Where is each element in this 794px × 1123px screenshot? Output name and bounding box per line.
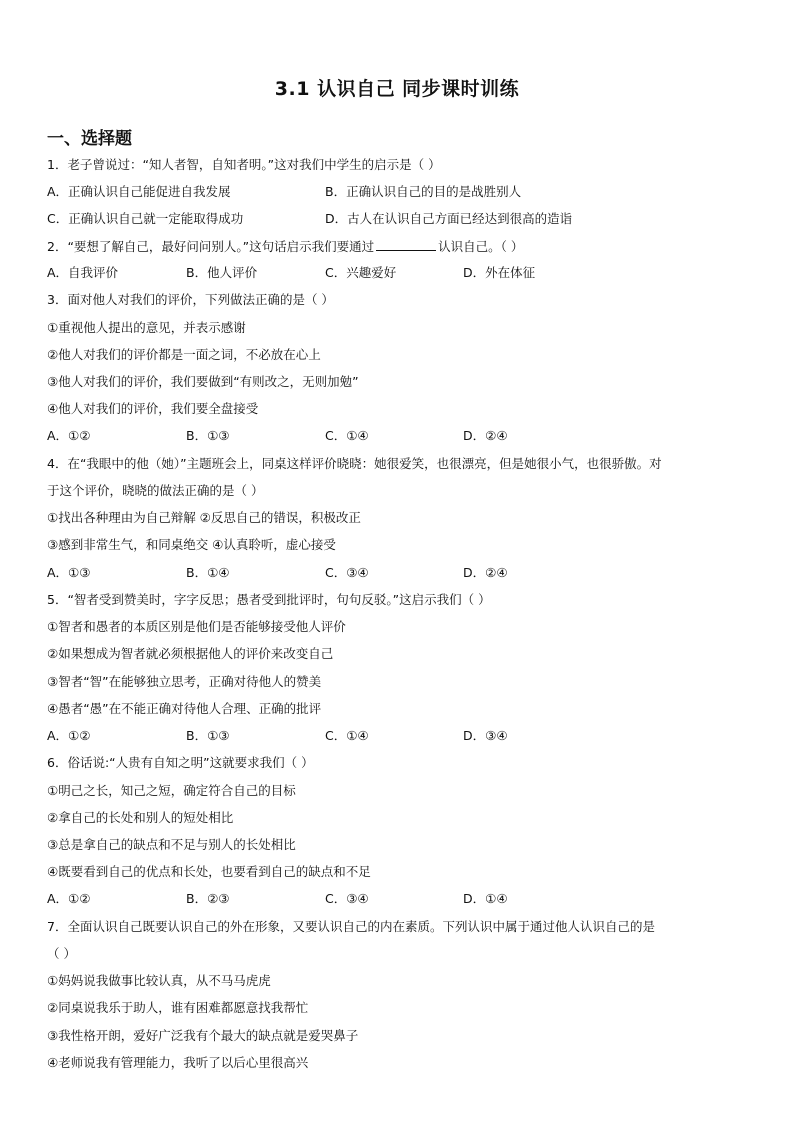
q5-option-d: D．③④ [463,728,508,743]
q3-statement-3: ③他人对我们的评价，我们要做到“有则改之，无则加勉” [47,374,359,389]
q4-option-d: D．②④ [463,565,508,580]
q5-statement-1: ①智者和愚者的本质区别是他们是否能够接受他人评价 [47,619,346,634]
q3-option-a: A．①② [47,428,91,443]
q2-stem-part-a: 2．“要想了解自己，最好问问别人。”这句话启示我们要通过 [47,239,375,254]
q5-option-b: B．①③ [186,728,230,743]
q6-option-a: A．①② [47,891,91,906]
q6-statement-3: ③总是拿自己的缺点和不足与别人的长处相比 [47,837,296,852]
q7-statement-3: ③我性格开朗，爱好广泛我有个最大的缺点就是爱哭鼻子 [47,1028,359,1043]
q3-option-d: D．②④ [463,428,508,443]
q3-statement-2: ②他人对我们的评价都是一面之词，不必放在心上 [47,347,321,362]
question-6-stem: 6．俗话说:“人贵有自知之明”这就要求我们（ ） [47,755,314,770]
question-7-stem-line-2: （ ） [47,946,76,961]
q4-option-a: A．①③ [47,565,91,580]
q5-option-c: C．①④ [325,728,369,743]
q2-stem-part-b: 认识自己。（ ） [438,239,524,254]
q5-statement-4: ④愚者“愚”在不能正确对待他人合理、正确的批评 [47,701,322,716]
q1-option-c: C．正确认识自己就一定能取得成功 [47,211,244,226]
q2-option-d: D．外在体征 [463,265,536,280]
q7-statement-2: ②同桌说我乐于助人，谁有困难都愿意找我帮忙 [47,1000,309,1015]
q6-option-b: B．②③ [186,891,230,906]
q2-option-b: B．他人评价 [186,265,258,280]
q3-option-b: B．①③ [186,428,230,443]
page-title: 3.1 认识自己 同步课时训练 [274,78,520,100]
q6-statement-1: ①明己之长，知己之短，确定符合自己的目标 [47,783,296,798]
question-4-stem-line-2: 于这个评价，晓晓的做法正确的是（ ） [47,483,264,498]
q5-statement-2: ②如果想成为智者就必须根据他人的评价来改变自己 [47,646,334,661]
q1-option-b: B．正确认识自己的目的是战胜别人 [325,184,522,199]
q2-option-a: A．自我评价 [47,265,119,280]
q6-statement-2: ②拿自己的长处和别人的短处相比 [47,810,234,825]
q6-option-c: C．③④ [325,891,369,906]
q4-option-b: B．①④ [186,565,230,580]
question-7-stem-line-1: 7．全面认识自己既要认识自己的外在形象，又要认识自己的内在素质。下列认识中属于通过他人认识自己的是 [47,919,655,934]
q2-option-c: C．兴趣爱好 [325,265,397,280]
q7-statement-4: ④老师说我有管理能力，我听了以后心里很高兴 [47,1055,309,1070]
q6-option-d: D．①④ [463,891,508,906]
question-2-stem [47,238,523,255]
question-3-stem: 3．面对他人对我们的评价，下列做法正确的是（ ） [47,292,334,307]
question-5-stem: 5．“智者受到赞美时，字字反思；愚者受到批评时，句句反驳。”这启示我们（ ） [47,592,491,607]
q6-statement-4: ④既要看到自己的优点和长处，也要看到自己的缺点和不足 [47,864,371,879]
q5-option-a: A．①② [47,728,91,743]
q1-option-d: D．古人在认识自己方面已经达到很高的造诣 [325,211,573,226]
question-4-stem-line-1: 4．在“我眼中的他（她）”主题班会上，同桌这样评价晓晓：她很爱笑，也很漂亮，但是她很小气，也很骄傲。对 [47,456,662,471]
q5-statement-3: ③智者“智”在能够独立思考，正确对待他人的赞美 [47,674,322,689]
q4-statements-3-4: ③感到非常生气，和同桌绝交 ④认真聆听，虚心接受 [47,537,336,552]
q4-statements-1-2: ①找出各种理由为自己辩解 ②反思自己的错误，积极改正 [47,510,361,525]
q3-statement-4: ④他人对我们的评价，我们要全盘接受 [47,401,259,416]
q1-option-a: A．正确认识自己能促进自我发展 [47,184,231,199]
q7-statement-1: ①妈妈说我做事比较认真，从不马马虎虎 [47,973,271,988]
section-heading: 一、选择题 [47,129,132,149]
q3-statement-1: ①重视他人提出的意见，并表示感谢 [47,320,246,335]
q3-option-c: C．①④ [325,428,369,443]
answer-blank [376,238,436,251]
question-1-stem: 1．老子曾说过：“知人者智，自知者明。”这对我们中学生的启示是（ ） [47,157,441,172]
q4-option-c: C．③④ [325,565,369,580]
